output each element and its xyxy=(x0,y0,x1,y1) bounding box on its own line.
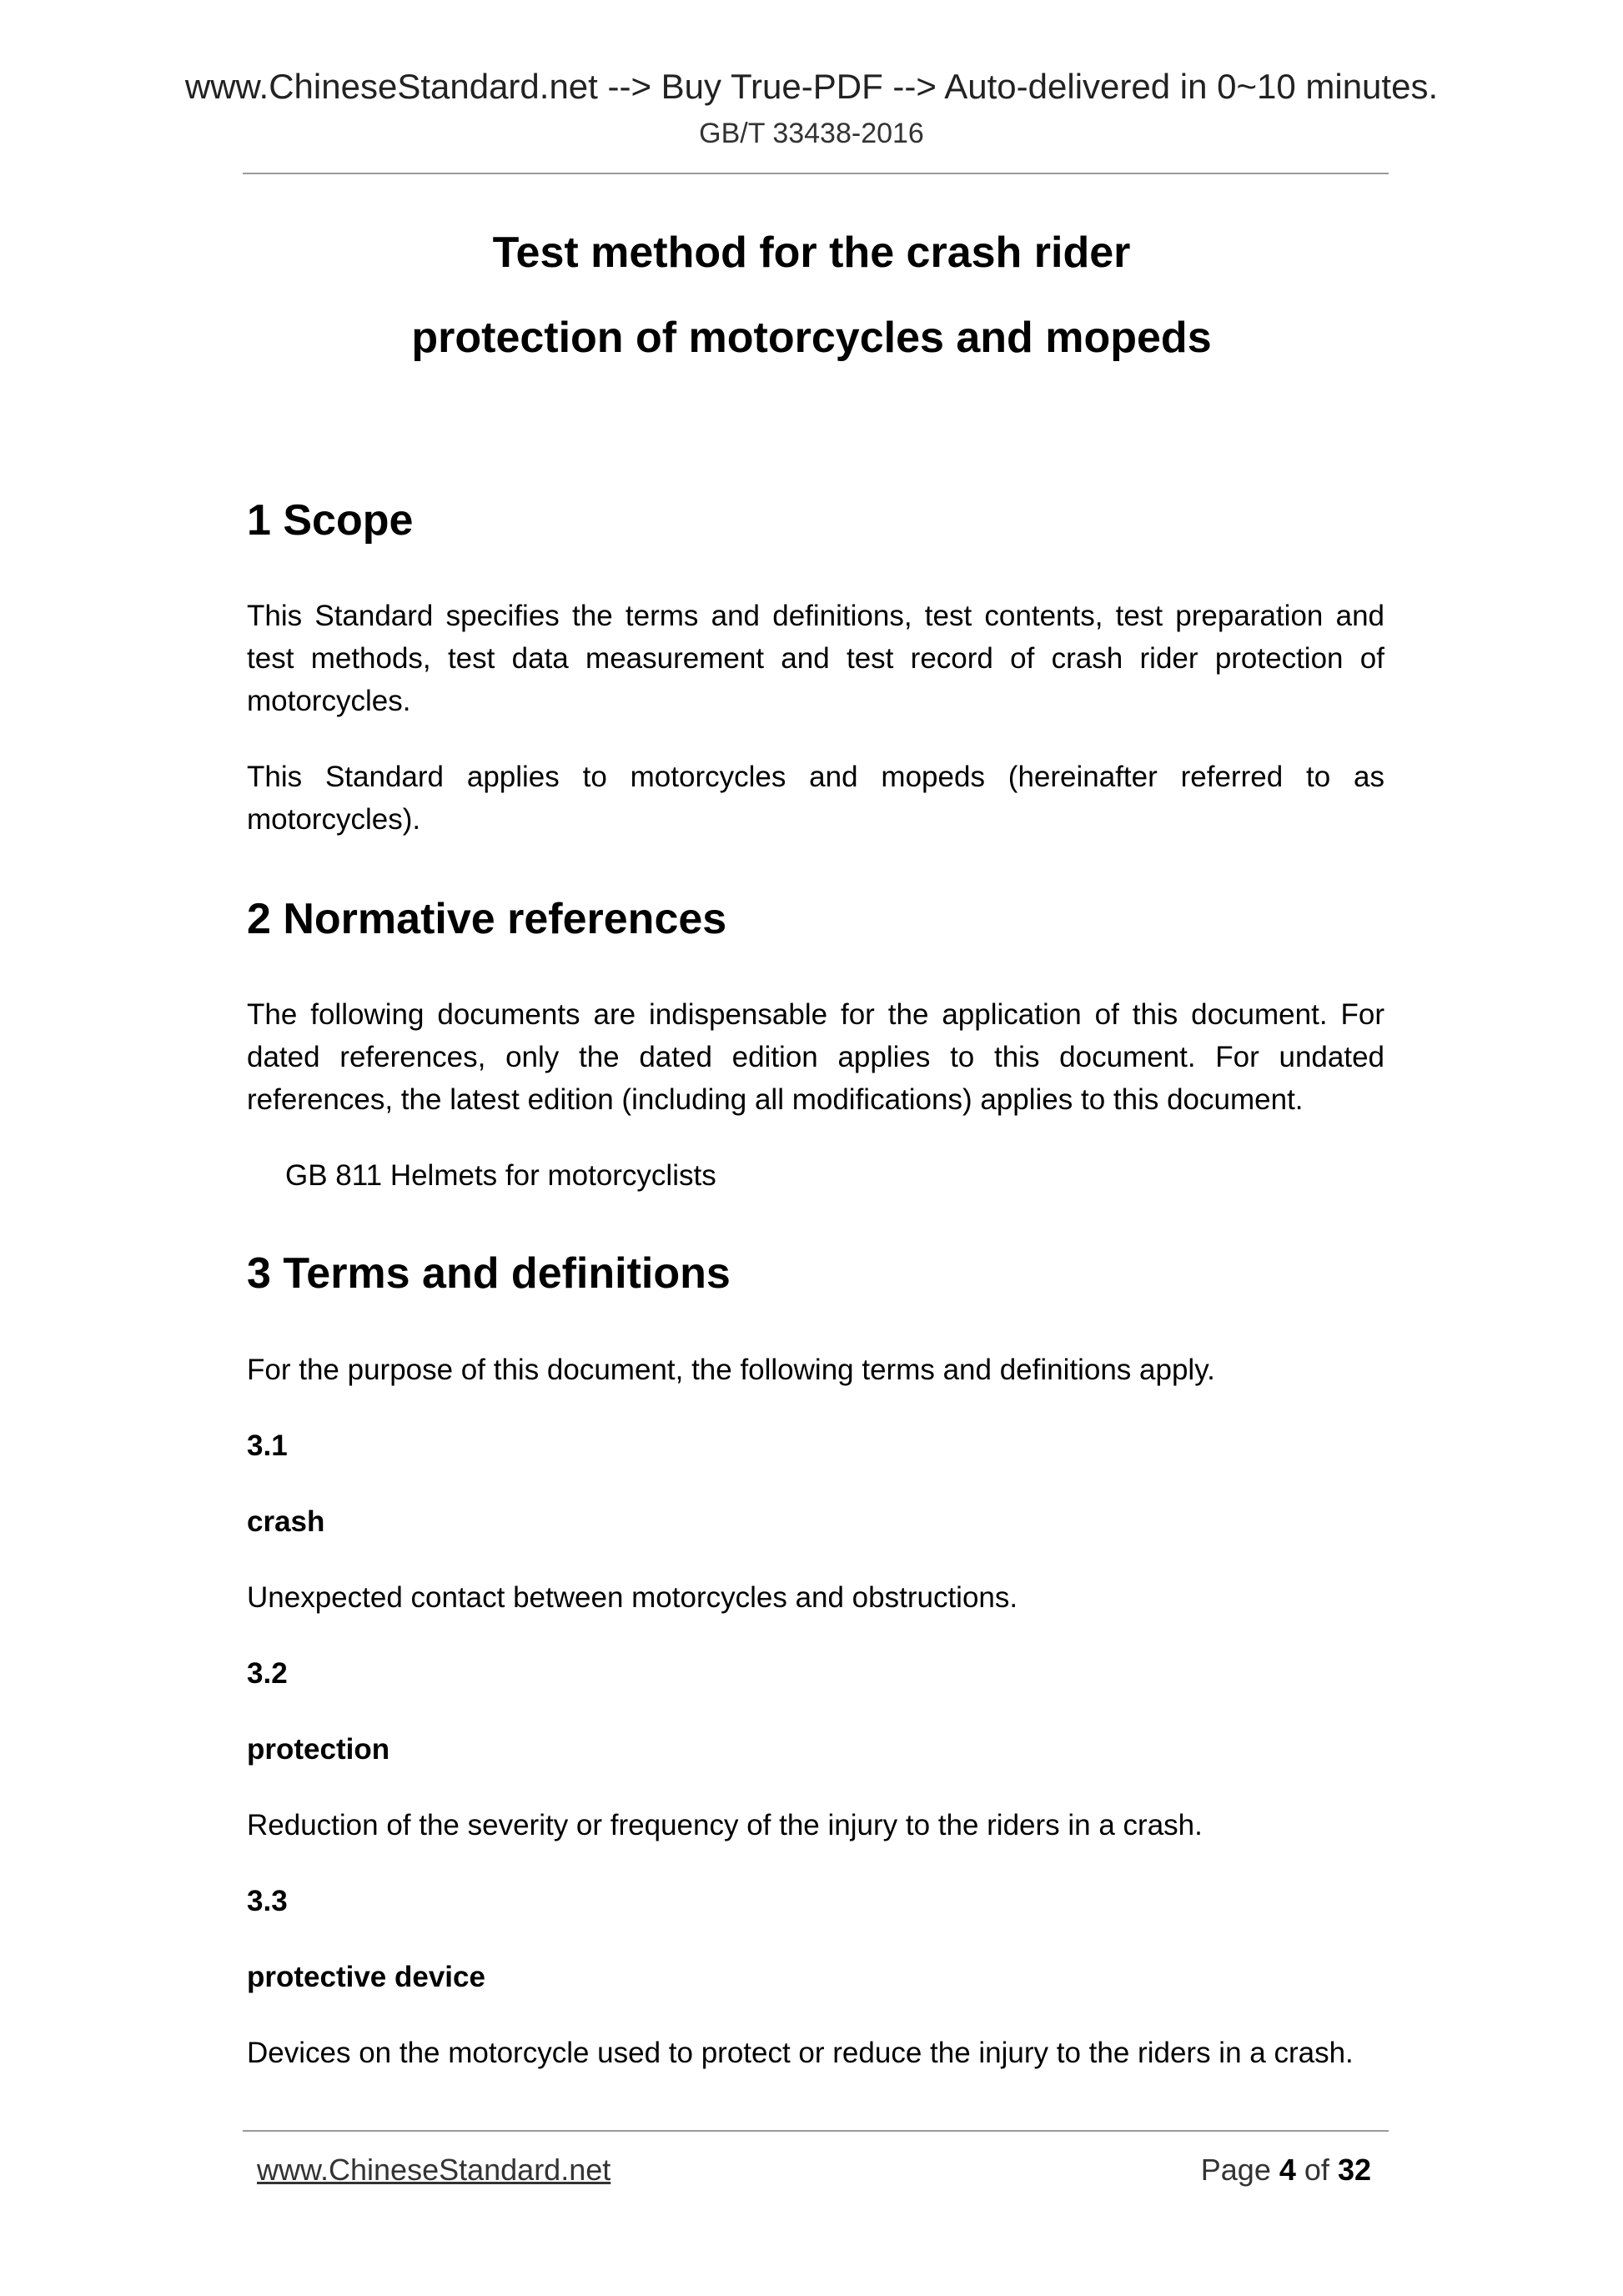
footer-website-link[interactable]: www.ChineseStandard.net xyxy=(257,2153,611,2187)
terms-intro: For the purpose of this document, the following terms and definitions apply. xyxy=(247,1354,1215,1386)
term-definition: Reduction of the severity or frequency of the injury to the riders in a crash. xyxy=(247,1809,1203,1841)
term-3-1-num-wrap xyxy=(247,1424,1384,1467)
term-3-2-name-wrap xyxy=(247,1728,1384,1771)
normative-paragraph-wrap xyxy=(247,993,1384,1121)
reference-item: GB 811 Helmets for motorcyclists xyxy=(285,1159,716,1192)
scope-paragraph-1-wrap xyxy=(247,595,1384,722)
title-line-1: Test method for the crash rider xyxy=(492,229,1131,277)
current-page: 4 xyxy=(1279,2153,1296,2187)
header-banner: www.ChineseStandard.net --> Buy True-PDF --> Auto-delivered in 0~10 minutes. xyxy=(184,67,1439,106)
term-3-3-name-wrap xyxy=(247,1956,1384,1998)
scope-paragraph-2: This Standard applies to motorcycles and mopeds (hereinafter referred to as motorcycles). xyxy=(247,761,1384,836)
page-of-label: of xyxy=(1304,2153,1329,2187)
footer-divider xyxy=(243,2130,1389,2132)
term-number: 3.1 xyxy=(247,1429,288,1462)
terms-section xyxy=(247,1247,1384,1300)
term-number: 3.3 xyxy=(247,1885,288,1917)
term-3-1-name-wrap xyxy=(247,1500,1384,1543)
term-number: 3.2 xyxy=(247,1657,288,1690)
header-divider xyxy=(243,173,1389,174)
normative-paragraph: The following documents are indispensable for the application of this document. For dated references, only the dated edition applies to this document. For undated references, the latest edition (including all modifications) applies to this document. xyxy=(247,998,1384,1116)
document-title xyxy=(0,210,1623,380)
term-3-3-def-wrap xyxy=(247,2032,1384,2074)
scope-section xyxy=(247,494,1384,547)
page-label: Page xyxy=(1200,2153,1271,2187)
scope-paragraph-2-wrap xyxy=(247,756,1384,841)
term-3-1-def-wrap xyxy=(247,1576,1384,1619)
scope-paragraph-1: This Standard specifies the terms and definitions, test contents, test preparation and test methods, test data measurement and test record of crash rider protection of motorcycles. xyxy=(247,600,1384,717)
term-name: protective device xyxy=(247,1961,485,1993)
page-number xyxy=(1201,2150,1371,2190)
term-definition: Devices on the motorcycle used to protect or reduce the injury to the riders in a crash. xyxy=(247,2037,1354,2069)
page-header xyxy=(0,65,1623,152)
scope-heading: 1 Scope xyxy=(247,496,414,545)
normative-heading: 2 Normative references xyxy=(247,895,727,943)
terms-intro-wrap xyxy=(247,1349,1384,1391)
term-3-2-num-wrap xyxy=(247,1652,1384,1695)
reference-list xyxy=(247,1154,1384,1197)
title-line-2: protection of motorcycles and mopeds xyxy=(411,314,1212,362)
term-3-3-num-wrap xyxy=(247,1880,1384,1922)
term-3-2-def-wrap xyxy=(247,1804,1384,1846)
standard-number: GB/T 33438-2016 xyxy=(699,118,924,149)
term-name: protection xyxy=(247,1733,390,1766)
term-name: crash xyxy=(247,1505,325,1538)
terms-heading: 3 Terms and definitions xyxy=(247,1249,731,1298)
normative-section xyxy=(247,892,1384,946)
term-definition: Unexpected contact between motorcycles and obstructions. xyxy=(247,1581,1018,1614)
total-pages: 32 xyxy=(1337,2153,1371,2187)
